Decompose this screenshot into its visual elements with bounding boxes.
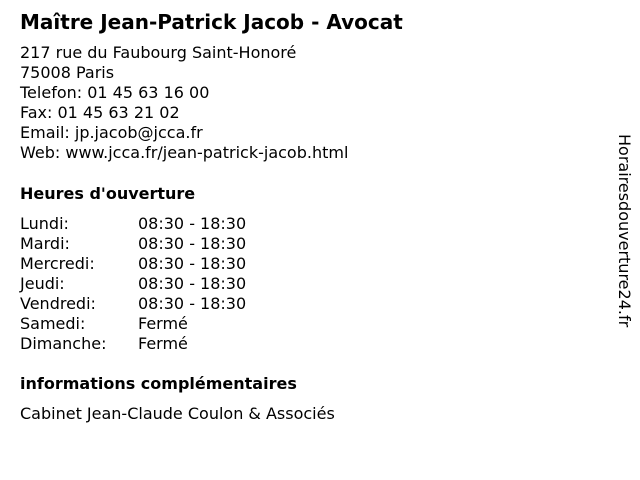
opening-hours-table	[20, 214, 320, 354]
day-hours: Fermé	[138, 334, 188, 353]
hours-row-monday	[20, 214, 320, 234]
day-hours: 08:30 - 18:30	[138, 254, 247, 273]
day-hours: Fermé	[138, 314, 188, 333]
day-hours: 08:30 - 18:30	[138, 234, 247, 253]
hours-row-friday	[20, 294, 320, 314]
hours-row-thursday	[20, 274, 320, 294]
watermark-text: Horairesdouverture24.fr	[615, 134, 634, 328]
web-line: Web: www.jcca.fr/jean-patrick-jacob.html	[20, 143, 349, 162]
hours-row-wednesday	[20, 254, 320, 274]
additional-info-text: Cabinet Jean-Claude Coulon & Associés	[20, 404, 335, 423]
hours-row-saturday	[20, 314, 320, 334]
fax-line: Fax: 01 45 63 21 02	[20, 103, 180, 122]
city-postcode: 75008 Paris	[20, 63, 115, 82]
hours-row-sunday	[20, 334, 320, 354]
hours-row-tuesday	[20, 234, 320, 254]
day-label: Jeudi:	[20, 274, 65, 293]
day-hours: 08:30 - 18:30	[138, 294, 247, 313]
day-label: Samedi:	[20, 314, 86, 333]
opening-hours-heading: Heures d'ouverture	[20, 184, 196, 203]
street-address: 217 rue du Faubourg Saint-Honoré	[20, 43, 297, 62]
phone-line: Telefon: 01 45 63 16 00	[20, 83, 210, 102]
page-title: Maître Jean-Patrick Jacob - Avocat	[20, 10, 403, 34]
day-label: Mardi:	[20, 234, 70, 253]
email-line: Email: jp.jacob@jcca.fr	[20, 123, 203, 142]
day-hours: 08:30 - 18:30	[138, 274, 247, 293]
day-label: Vendredi:	[20, 294, 96, 313]
day-hours: 08:30 - 18:30	[138, 214, 247, 233]
contact-block	[20, 43, 348, 163]
additional-info-heading: informations complémentaires	[20, 374, 297, 393]
day-label: Mercredi:	[20, 254, 95, 273]
day-label: Dimanche:	[20, 334, 107, 353]
day-label: Lundi:	[20, 214, 69, 233]
